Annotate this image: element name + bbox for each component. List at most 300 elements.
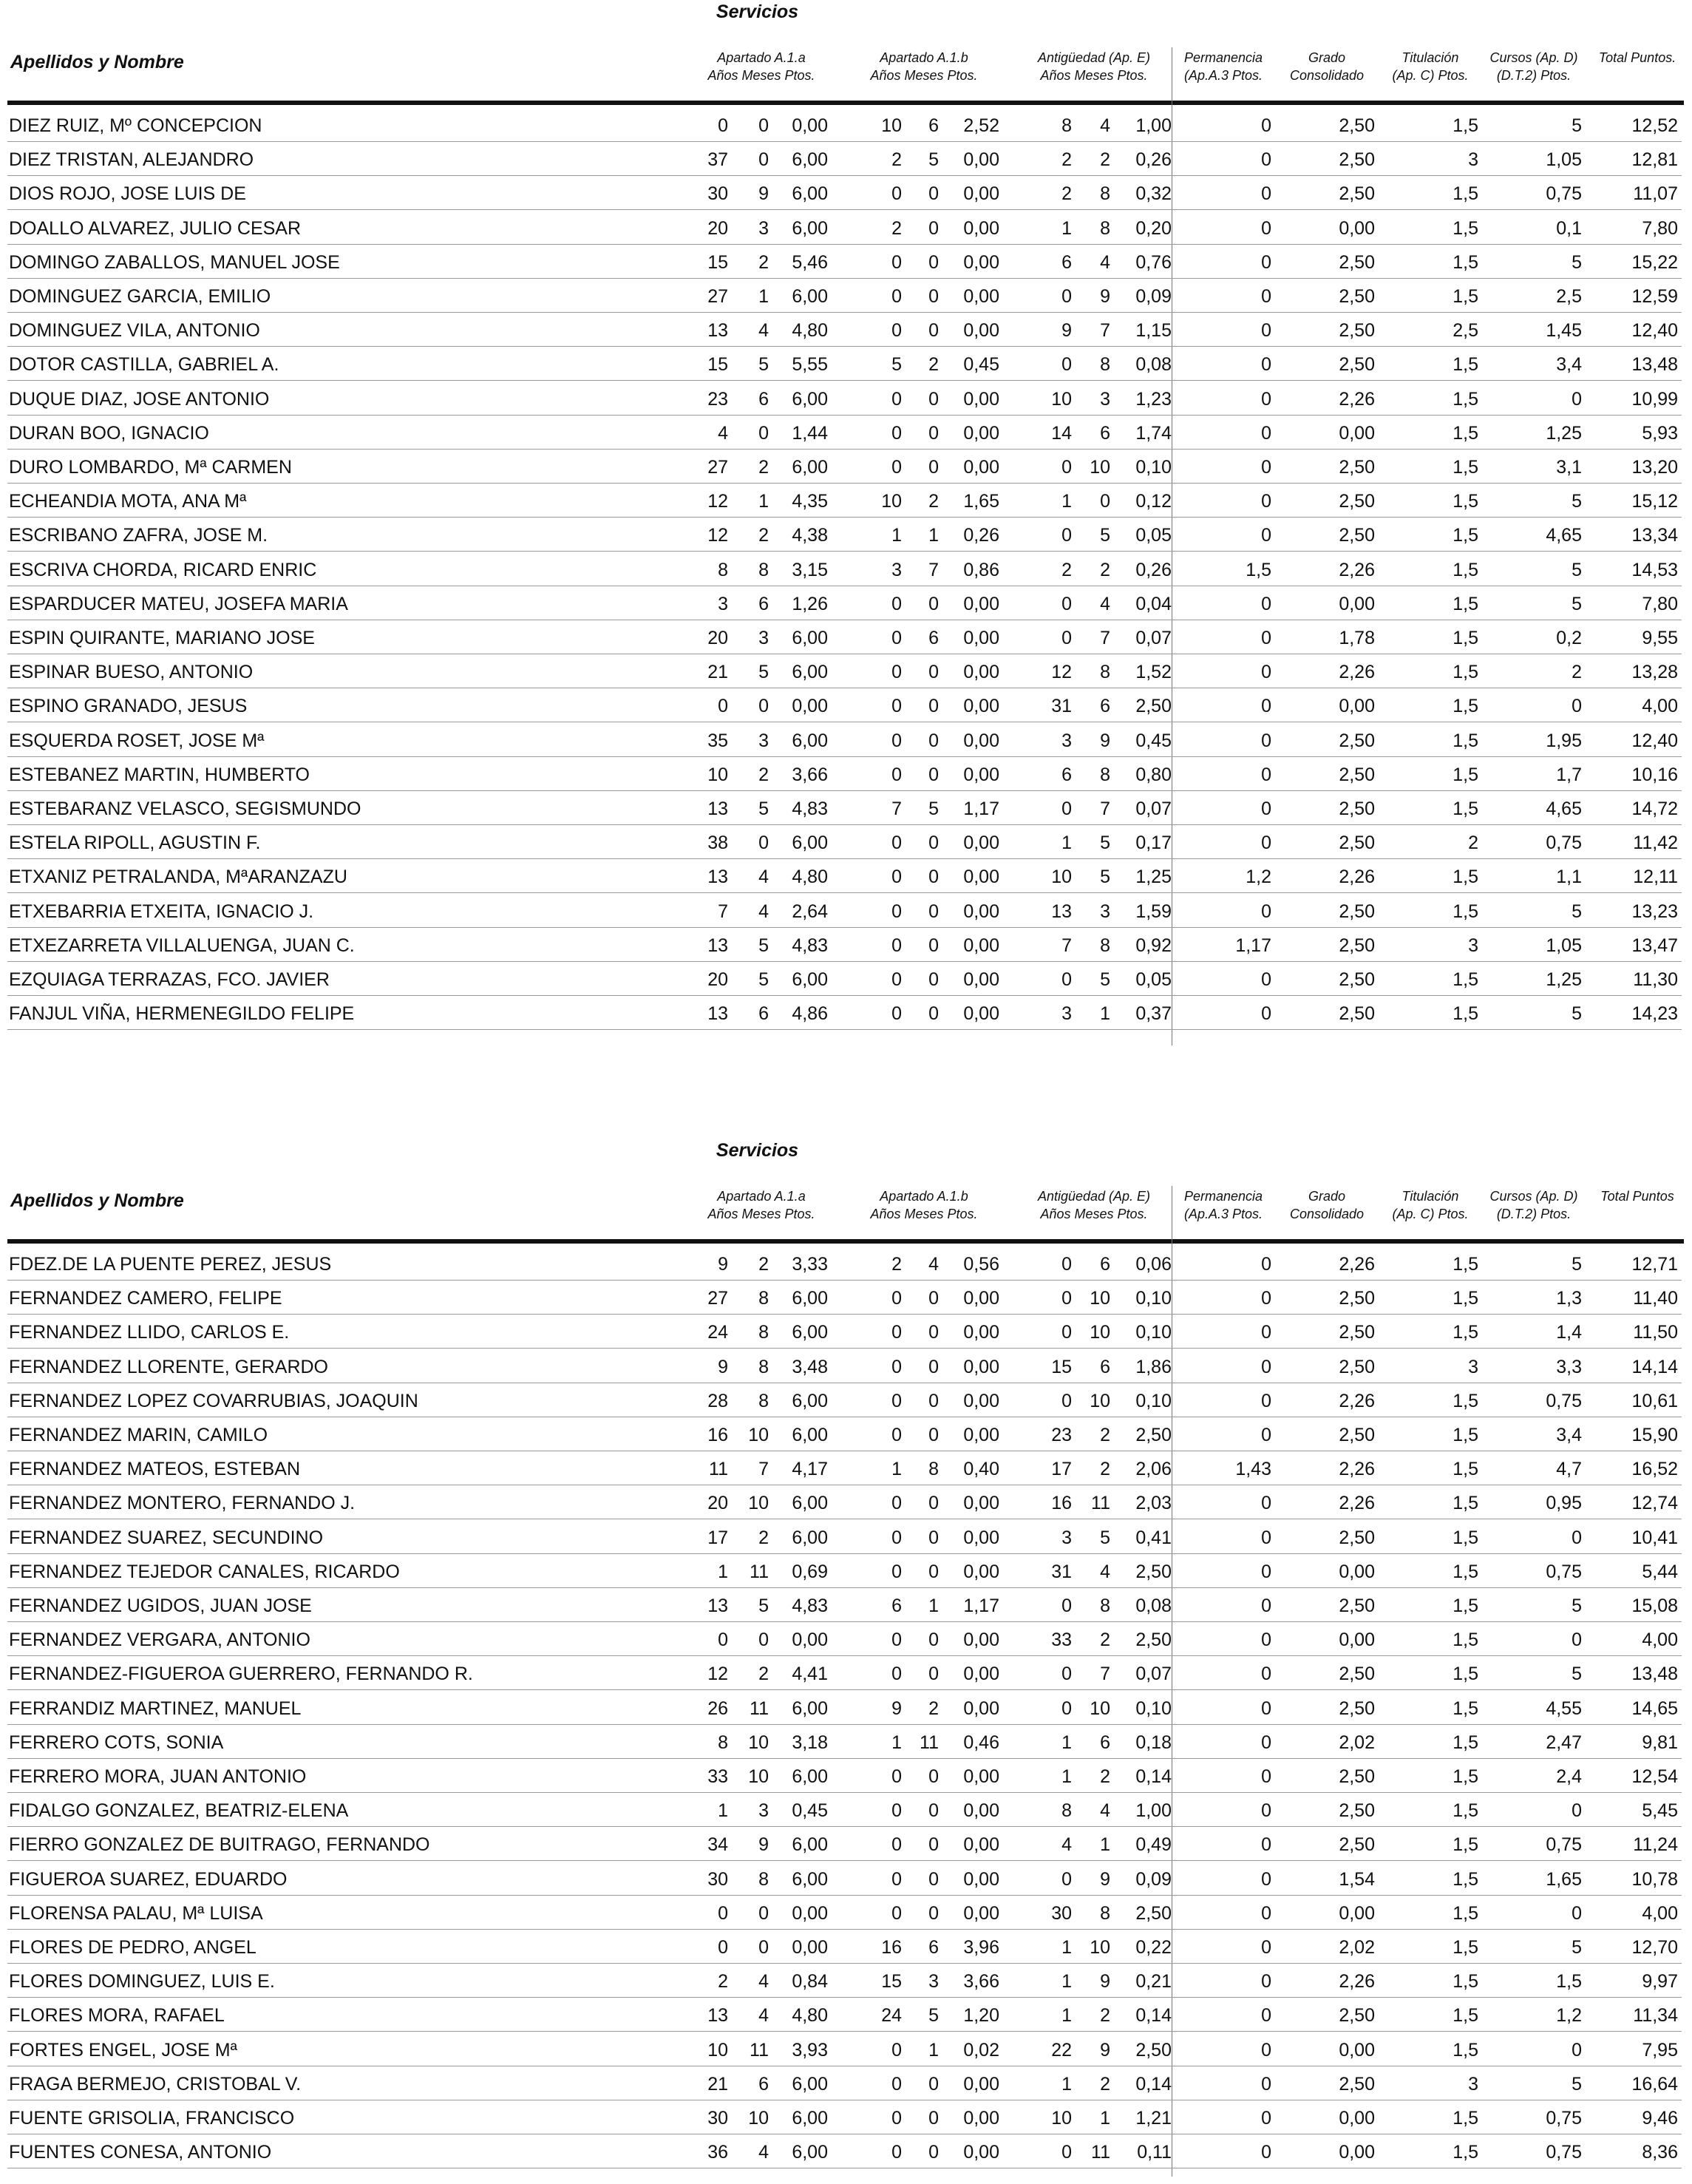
cell-total: 13,47 (1631, 935, 1678, 956)
cell-a1a-months: 5 (758, 354, 769, 376)
cell-grado: 2,50 (1339, 149, 1375, 171)
cell-name: FERNANDEZ TEJEDOR CANALES, RICARDO (9, 1561, 400, 1582)
cell-a1a-years: 37 (707, 149, 728, 171)
cell-grado: 2,50 (1339, 1664, 1375, 1685)
cell-cursos: 2,4 (1556, 1766, 1582, 1787)
cell-name: ETXEZARRETA VILLALUENGA, JUAN C. (9, 935, 355, 956)
cell-titulacion: 1,5 (1453, 1561, 1478, 1582)
cell-a1b-months: 0 (928, 1664, 939, 1685)
cell-titulacion: 1,5 (1453, 1595, 1478, 1616)
cell-grado: 0,00 (1339, 422, 1375, 444)
cell-name: FERNANDEZ UGIDOS, JUAN JOSE (9, 1595, 312, 1616)
cell-name: DUQUE DIAZ, JOSE ANTONIO (9, 388, 270, 410)
section-title: Servicios (716, 1140, 799, 1161)
cell-name: FLORES MORA, RAFAEL (9, 2005, 225, 2027)
cell-a1b-months: 0 (928, 730, 939, 751)
cell-titulacion: 1,5 (1453, 491, 1478, 512)
cell-a1b-years: 0 (891, 1629, 902, 1651)
cell-name: FERNANDEZ LLORENTE, GERARDO (9, 1356, 329, 1377)
cell-cursos: 0,75 (1546, 183, 1582, 205)
table-row (0, 825, 1692, 859)
cell-a1b-months: 0 (928, 217, 939, 239)
cell-ant-years: 0 (1061, 1322, 1072, 1343)
cell-permanencia: 0 (1261, 593, 1271, 614)
cell-cursos: 1,3 (1556, 1288, 1582, 1309)
cell-ant-years: 33 (1051, 1629, 1072, 1651)
cell-a1b-years: 0 (891, 1800, 902, 1822)
cell-a1a-years: 27 (707, 457, 728, 478)
cell-a1b-months: 0 (928, 696, 939, 717)
cell-name: FLORENSA PALAU, Mª LUISA (9, 1902, 263, 1924)
cell-a1b-years: 0 (891, 696, 902, 717)
cell-permanencia: 0 (1261, 2005, 1271, 2027)
cell-ant-points: 0,07 (1135, 628, 1172, 648)
cell-a1a-years: 27 (707, 286, 728, 307)
cell-a1b-points: 0,00 (963, 1425, 999, 1445)
cell-a1a-points: 0,84 (792, 1971, 828, 1993)
cell-a1b-months: 2 (928, 354, 939, 376)
cell-a1a-points: 6,00 (792, 1834, 828, 1856)
cell-a1b-years: 0 (891, 730, 902, 751)
cell-ant-months: 3 (1100, 388, 1110, 410)
header-total: Total Puntos. (1598, 50, 1676, 65)
cell-permanencia: 0 (1261, 354, 1271, 376)
cell-a1a-years: 15 (707, 354, 728, 376)
table-row (0, 1554, 1692, 1588)
cell-name: ESPARDUCER MATEU, JOSEFA MARIA (9, 593, 348, 614)
table-row (0, 450, 1692, 484)
cell-titulacion: 1,5 (1453, 696, 1478, 717)
cell-ant-points: 0,10 (1135, 1322, 1172, 1343)
cell-grado: 2,02 (1339, 1937, 1375, 1958)
cell-titulacion: 1,5 (1453, 798, 1478, 819)
table-row (0, 1588, 1692, 1622)
table-row (0, 996, 1692, 1030)
header-a1b: Apartado A.1.b Años Meses Ptos. (870, 1189, 978, 1221)
cell-total: 4,00 (1642, 1629, 1678, 1651)
cell-total: 7,95 (1642, 2039, 1678, 2061)
cell-titulacion: 2,5 (1453, 320, 1478, 342)
cell-permanencia: 0 (1261, 1425, 1271, 1445)
cell-total: 13,48 (1631, 1664, 1678, 1685)
cell-ant-points: 0,07 (1135, 1664, 1172, 1685)
cell-a1a-months: 8 (758, 1390, 769, 1411)
cell-ant-points: 1,25 (1135, 867, 1172, 888)
cell-a1a-months: 8 (758, 1288, 769, 1309)
cell-titulacion: 1,5 (1453, 115, 1478, 136)
cell-permanencia: 0 (1261, 969, 1271, 990)
cell-ant-years: 16 (1051, 1493, 1072, 1514)
cell-name: DOTOR CASTILLA, GABRIEL A. (9, 354, 279, 376)
cell-cursos: 3,3 (1556, 1356, 1582, 1377)
table-row (0, 1451, 1692, 1485)
cell-a1a-points: 6,00 (792, 662, 828, 683)
cell-permanencia: 0 (1261, 1629, 1271, 1651)
header-a1a: Apartado A.1.a Años Meses Ptos. (707, 1189, 815, 1221)
cell-ant-points: 1,52 (1135, 662, 1172, 683)
cell-titulacion: 1,5 (1453, 2005, 1478, 2027)
cell-grado: 2,50 (1339, 1356, 1375, 1377)
cell-titulacion: 1,5 (1453, 1288, 1478, 1309)
cell-a1a-months: 4 (758, 2142, 769, 2163)
cell-permanencia: 0 (1261, 901, 1271, 922)
cell-cursos: 2,47 (1546, 1732, 1582, 1753)
cell-a1b-months: 0 (928, 662, 939, 683)
cell-a1a-years: 20 (707, 217, 728, 239)
cell-a1b-years: 3 (891, 559, 902, 580)
cell-ant-points: 1,86 (1135, 1356, 1172, 1377)
cell-ant-points: 0,18 (1135, 1732, 1172, 1753)
cell-a1a-years: 30 (707, 2108, 728, 2129)
cell-ant-years: 9 (1061, 320, 1072, 342)
cell-total: 15,08 (1631, 1595, 1678, 1616)
cell-a1a-years: 34 (707, 1834, 728, 1856)
cell-permanencia: 0 (1261, 1766, 1271, 1787)
cell-a1b-months: 5 (928, 149, 939, 171)
cell-a1b-points: 0,00 (963, 662, 999, 683)
cell-permanencia: 0 (1261, 1595, 1271, 1616)
cell-titulacion: 1,5 (1453, 764, 1478, 785)
cell-grado: 2,50 (1339, 2005, 1375, 2027)
cell-a1a-months: 11 (750, 1561, 769, 1582)
cell-ant-months: 9 (1100, 2039, 1110, 2061)
cell-a1b-months: 0 (928, 320, 939, 342)
cell-ant-years: 3 (1061, 1527, 1072, 1548)
cell-a1a-months: 0 (758, 1629, 769, 1651)
cell-a1b-points: 0,46 (963, 1732, 999, 1753)
cell-ant-points: 0,10 (1135, 1390, 1172, 1411)
cell-permanencia: 0 (1261, 115, 1271, 136)
cell-a1a-months: 0 (758, 1937, 769, 1958)
cell-grado: 2,50 (1339, 1800, 1375, 1822)
cell-ant-points: 0,21 (1135, 1971, 1172, 1993)
cell-a1b-points: 0,00 (963, 183, 999, 205)
cell-total: 7,80 (1642, 217, 1678, 239)
cell-a1b-months: 1 (928, 1595, 939, 1616)
cell-a1b-points: 0,00 (963, 2142, 999, 2163)
cell-ant-years: 3 (1061, 1003, 1072, 1025)
cell-a1a-months: 5 (758, 662, 769, 683)
cell-cursos: 5 (1572, 251, 1582, 273)
cell-cursos: 1,7 (1556, 764, 1582, 785)
cell-a1a-years: 10 (707, 764, 728, 785)
table-row (0, 2066, 1692, 2100)
cell-cursos: 5 (1572, 559, 1582, 580)
cell-ant-years: 10 (1051, 2108, 1072, 2129)
cell-a1b-points: 0,00 (963, 457, 999, 478)
cell-name: ESCRIVA CHORDA, RICARD ENRIC (9, 559, 317, 580)
table-row (0, 1827, 1692, 1861)
cell-a1a-years: 21 (707, 662, 728, 683)
cell-titulacion: 1,5 (1453, 1459, 1478, 1480)
cell-ant-points: 0,10 (1135, 1698, 1172, 1719)
header-grado: Grado Consolidado (1289, 50, 1365, 83)
cell-ant-months: 9 (1100, 1971, 1110, 1993)
table-row (0, 1964, 1692, 1998)
cell-a1b-points: 0,00 (963, 696, 999, 717)
cell-a1a-points: 6,00 (792, 2108, 828, 2129)
cell-permanencia: 0 (1261, 1971, 1271, 1993)
cell-total: 14,65 (1631, 1698, 1678, 1719)
cell-cursos: 0,75 (1546, 2108, 1582, 2129)
cell-name: FERNANDEZ LOPEZ COVARRUBIAS, JOAQUIN (9, 1390, 418, 1411)
cell-titulacion: 1,5 (1453, 559, 1478, 580)
cell-a1a-months: 0 (758, 1902, 769, 1924)
cell-titulacion: 3 (1468, 1356, 1478, 1377)
cell-ant-points: 0,08 (1135, 354, 1172, 376)
cell-a1a-years: 3 (718, 593, 728, 614)
cell-a1a-points: 1,26 (792, 593, 828, 614)
cell-grado: 2,50 (1339, 2073, 1375, 2095)
cell-ant-months: 2 (1100, 1425, 1110, 1445)
cell-ant-months: 10 (1090, 1288, 1110, 1309)
cell-ant-points: 0,26 (1135, 149, 1172, 171)
cell-ant-years: 2 (1061, 183, 1072, 205)
cell-a1a-months: 6 (758, 388, 769, 410)
cell-cursos: 0 (1572, 1902, 1582, 1924)
cell-ant-points: 0,06 (1135, 1254, 1172, 1275)
cell-a1a-months: 2 (758, 1527, 769, 1548)
cell-a1a-points: 6,00 (792, 286, 828, 307)
cell-ant-months: 4 (1100, 1800, 1110, 1822)
cell-a1a-years: 13 (707, 935, 728, 956)
cell-cursos: 2 (1572, 662, 1582, 683)
cell-ant-points: 0,05 (1135, 525, 1172, 546)
cell-grado: 2,26 (1339, 1493, 1375, 1514)
cell-grado: 0,00 (1339, 593, 1375, 614)
cell-a1b-points: 0,00 (963, 286, 999, 307)
cell-total: 11,50 (1633, 1322, 1678, 1343)
cell-ant-points: 1,59 (1135, 901, 1172, 922)
cell-cursos: 0,75 (1546, 2142, 1582, 2163)
cell-name: DOMINGO ZABALLOS, MANUEL JOSE (9, 251, 340, 273)
cell-a1b-points: 0,00 (963, 2108, 999, 2129)
cell-a1b-points: 0,00 (963, 969, 999, 990)
cell-a1a-months: 4 (758, 867, 769, 888)
cell-a1a-years: 11 (709, 1459, 728, 1480)
cell-a1a-points: 4,83 (792, 798, 828, 819)
cell-ant-months: 7 (1100, 628, 1110, 648)
cell-a1a-years: 0 (718, 115, 728, 136)
cell-permanencia: 0 (1261, 457, 1271, 478)
cell-a1b-points: 1,17 (963, 1595, 999, 1616)
cell-a1b-months: 0 (928, 1766, 939, 1787)
cell-titulacion: 1,5 (1453, 1629, 1478, 1651)
cell-a1b-points: 0,00 (963, 1834, 999, 1856)
cell-a1b-years: 0 (891, 867, 902, 888)
cell-ant-points: 0,49 (1135, 1834, 1172, 1856)
cell-a1a-months: 5 (758, 1595, 769, 1616)
cell-a1a-years: 20 (707, 969, 728, 990)
header-a1b: Apartado A.1.b Años Meses Ptos. (870, 50, 978, 83)
cell-cursos: 1,25 (1546, 969, 1582, 990)
cell-grado: 2,50 (1339, 935, 1375, 956)
cell-grado: 2,50 (1339, 1766, 1375, 1787)
cell-name: DIEZ TRISTAN, ALEJANDRO (9, 149, 254, 171)
cell-a1a-points: 6,00 (792, 2073, 828, 2095)
table-row (0, 313, 1692, 347)
cell-ant-months: 2 (1100, 2005, 1110, 2027)
cell-total: 16,52 (1631, 1459, 1678, 1480)
cell-a1b-years: 6 (891, 1595, 902, 1616)
cell-titulacion: 1,5 (1453, 525, 1478, 546)
cell-ant-years: 15 (1051, 1356, 1072, 1377)
cell-ant-points: 0,10 (1135, 1288, 1172, 1309)
cell-ant-months: 3 (1100, 901, 1110, 922)
cell-a1a-points: 4,83 (792, 935, 828, 956)
cell-permanencia: 0 (1261, 1390, 1271, 1411)
cell-grado: 2,50 (1339, 457, 1375, 478)
cell-a1a-months: 9 (758, 1834, 769, 1856)
cell-total: 11,42 (1633, 832, 1678, 854)
cell-a1b-months: 2 (928, 1698, 939, 1719)
cell-ant-months: 5 (1100, 1527, 1110, 1548)
cell-grado: 2,26 (1339, 867, 1375, 888)
header-titulacion: Titulación (Ap. C) Ptos. (1392, 50, 1469, 83)
cell-titulacion: 3 (1468, 2073, 1478, 2095)
table-row (0, 211, 1692, 245)
cell-a1a-years: 16 (707, 1425, 728, 1445)
cell-titulacion: 1,5 (1453, 2108, 1478, 2129)
cell-name: FIDALGO GONZALEZ, BEATRIZ-ELENA (9, 1800, 349, 1822)
cell-a1a-points: 4,80 (792, 2005, 828, 2027)
cell-a1b-points: 0,56 (963, 1254, 999, 1275)
cell-name: FLORES DE PEDRO, ANGEL (9, 1937, 256, 1958)
cell-a1b-months: 0 (928, 1003, 939, 1025)
cell-permanencia: 0 (1261, 1800, 1271, 1822)
cell-ant-months: 2 (1100, 1629, 1110, 1651)
cell-ant-months: 10 (1090, 1698, 1110, 1719)
cell-ant-points: 1,74 (1135, 422, 1172, 444)
cell-a1b-years: 0 (891, 1493, 902, 1514)
cell-titulacion: 1,5 (1453, 217, 1478, 239)
cell-a1a-years: 20 (707, 1493, 728, 1514)
cell-a1a-months: 2 (758, 1254, 769, 1275)
cell-titulacion: 1,5 (1453, 1971, 1478, 1993)
cell-ant-years: 8 (1061, 115, 1072, 136)
cell-titulacion: 1,5 (1453, 1868, 1478, 1890)
cell-a1b-points: 0,00 (963, 1356, 999, 1377)
cell-titulacion: 1,5 (1453, 354, 1478, 376)
cell-ant-years: 0 (1061, 457, 1072, 478)
cell-ant-months: 6 (1100, 1732, 1110, 1753)
cell-titulacion: 1,5 (1453, 457, 1478, 478)
cell-a1a-years: 33 (707, 1766, 728, 1787)
cell-name: ESPINO GRANADO, JESUS (9, 696, 248, 717)
cell-ant-points: 2,06 (1135, 1459, 1172, 1480)
cell-a1a-months: 0 (758, 149, 769, 171)
cell-total: 15,90 (1631, 1425, 1678, 1445)
cell-ant-years: 0 (1061, 1868, 1072, 1890)
header-name: Apellidos y Nombre (10, 1190, 184, 1211)
table-row (0, 1998, 1692, 2032)
cell-total: 9,55 (1642, 628, 1678, 648)
cell-name: FUENTES CONESA, ANTONIO (9, 2142, 272, 2163)
cell-a1b-years: 0 (891, 183, 902, 205)
cell-a1b-points: 0,00 (963, 422, 999, 444)
cell-total: 5,44 (1642, 1561, 1678, 1582)
cell-titulacion: 1,5 (1453, 1937, 1478, 1958)
cell-cursos: 4,65 (1546, 525, 1582, 546)
cell-a1b-points: 3,66 (963, 1971, 999, 1993)
cell-a1a-points: 6,00 (792, 388, 828, 410)
cell-cursos: 0 (1572, 388, 1582, 410)
cell-a1a-months: 4 (758, 320, 769, 342)
cell-cursos: 0 (1572, 1629, 1582, 1651)
cell-ant-months: 0 (1100, 491, 1110, 512)
cell-total: 10,41 (1631, 1527, 1678, 1548)
cell-ant-months: 5 (1100, 969, 1110, 990)
cell-a1a-years: 4 (718, 422, 728, 444)
cell-titulacion: 1,5 (1453, 1003, 1478, 1025)
cell-a1a-months: 8 (758, 1868, 769, 1890)
cell-a1b-months: 0 (928, 1288, 939, 1309)
cell-grado: 0,00 (1339, 1629, 1375, 1651)
cell-a1a-years: 8 (718, 559, 728, 580)
cell-a1b-years: 0 (891, 662, 902, 683)
cell-ant-months: 8 (1100, 1595, 1110, 1616)
cell-a1a-months: 2 (758, 251, 769, 273)
cell-a1a-years: 8 (718, 1732, 728, 1753)
cell-ant-months: 8 (1100, 1902, 1110, 1924)
cell-a1a-months: 5 (758, 935, 769, 956)
cell-cursos: 1,2 (1556, 2005, 1582, 2027)
cell-ant-points: 0,10 (1135, 457, 1172, 478)
cell-ant-months: 9 (1100, 1868, 1110, 1890)
cell-a1b-points: 0,00 (963, 1664, 999, 1685)
cell-ant-months: 2 (1100, 2073, 1110, 2095)
cell-grado: 2,26 (1339, 559, 1375, 580)
cell-titulacion: 1,5 (1453, 251, 1478, 273)
cell-ant-points: 0,05 (1135, 969, 1172, 990)
cell-a1b-points: 1,65 (963, 491, 999, 512)
cell-ant-points: 0,07 (1135, 798, 1172, 819)
cell-grado: 2,50 (1339, 1834, 1375, 1856)
table-row (0, 1759, 1692, 1793)
cell-name: DOMINGUEZ VILA, ANTONIO (9, 320, 260, 342)
cell-total: 11,34 (1633, 2005, 1678, 2027)
cell-titulacion: 1,5 (1453, 1766, 1478, 1787)
cell-name: FERNANDEZ CAMERO, FELIPE (9, 1288, 282, 1309)
cell-ant-months: 6 (1100, 1356, 1110, 1377)
table-row (0, 791, 1692, 825)
table-row (0, 928, 1692, 962)
cell-permanencia: 0 (1261, 628, 1271, 648)
cell-total: 12,74 (1631, 1493, 1678, 1514)
cell-ant-months: 7 (1100, 1664, 1110, 1685)
cell-ant-points: 0,20 (1135, 217, 1172, 239)
cell-name: ESTELA RIPOLL, AGUSTIN F. (9, 832, 261, 854)
cell-cursos: 1,25 (1546, 422, 1582, 444)
cell-cursos: 0 (1572, 2039, 1582, 2061)
cell-a1b-years: 0 (891, 2073, 902, 2095)
cell-ant-years: 1 (1061, 1732, 1072, 1753)
cell-permanencia: 0 (1261, 217, 1271, 239)
cell-ant-points: 1,23 (1135, 388, 1172, 410)
cell-a1a-points: 0,69 (792, 1561, 828, 1582)
cell-a1a-years: 15 (707, 251, 728, 273)
cell-a1b-years: 2 (891, 217, 902, 239)
cell-ant-months: 8 (1100, 662, 1110, 683)
cell-a1a-months: 8 (758, 1322, 769, 1343)
cell-a1b-years: 0 (891, 1527, 902, 1548)
cell-a1b-months: 6 (928, 1937, 939, 1958)
cell-a1b-years: 0 (891, 628, 902, 648)
cell-ant-points: 0,11 (1137, 2142, 1172, 2163)
cell-grado: 0,00 (1339, 2142, 1375, 2163)
cell-grado: 2,50 (1339, 183, 1375, 205)
cell-cursos: 0,2 (1556, 628, 1582, 648)
